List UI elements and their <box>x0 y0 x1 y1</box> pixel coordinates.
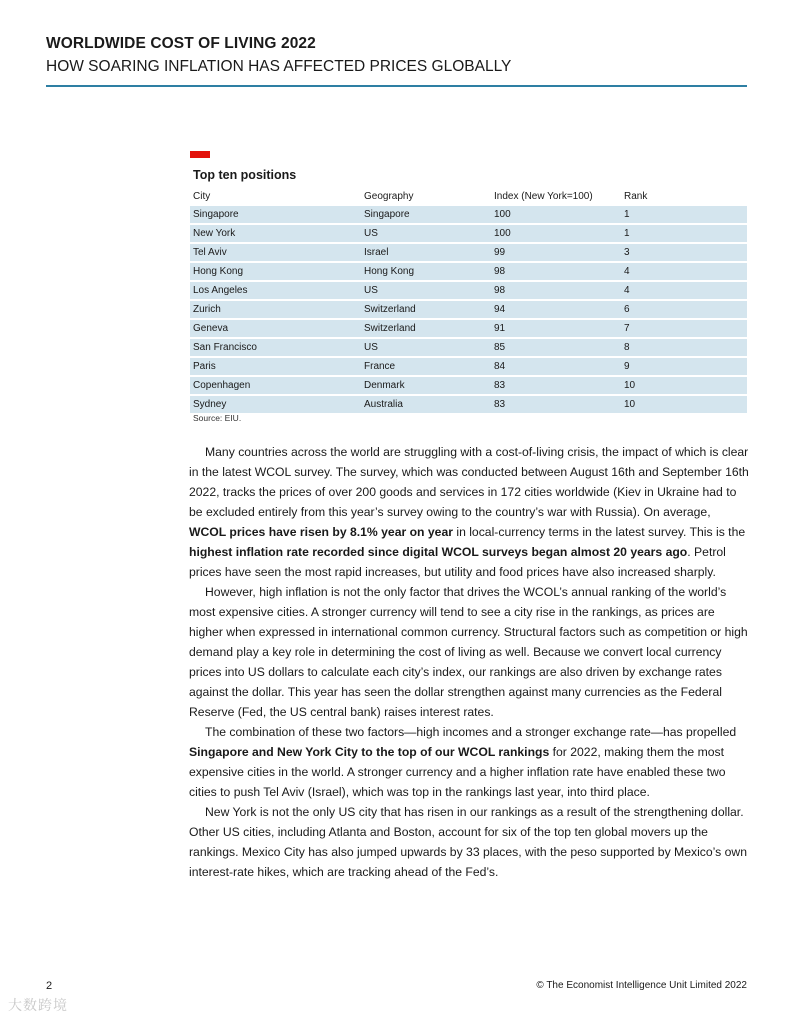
cell-rank: 3 <box>621 244 747 261</box>
table-row <box>190 339 747 356</box>
table-row <box>190 206 747 223</box>
report-subtitle: HOW SOARING INFLATION HAS AFFECTED PRICES GLOBALLY <box>46 58 512 75</box>
cell-index: 99 <box>491 244 621 261</box>
paragraph-2: However, high inflation is not the only factor that drives the WCOL’s annual ranking of the world’s most expensive cities. A stronger currency will tend to see a city rise in the rankings, as prices are higher when expressed in international common currency. Structural factors such as competition or high demand play a key role in determining the cost of living as well. Because we convert local currency prices into US dollars to calculate each city’s index, our rankings are also driven by exchange rates against the dollar. This year has seen the dollar strengthen against many currencies as the Federal Reserve (Fed, the US central bank) raises interest rates. <box>189 585 748 719</box>
table-row <box>190 301 747 318</box>
cell-index: 85 <box>491 339 621 356</box>
column-header-index: Index (New York=100) <box>494 190 593 202</box>
cell-index: 91 <box>491 320 621 337</box>
cell-city: New York <box>190 225 361 242</box>
header-divider <box>46 85 747 87</box>
top-ten-table <box>190 186 747 415</box>
cell-rank: 1 <box>621 225 747 242</box>
cell-geography: Switzerland <box>361 320 491 337</box>
table-header-row <box>190 188 747 204</box>
paragraph-1 <box>189 442 749 582</box>
cell-index: 84 <box>491 358 621 375</box>
cell-city: Paris <box>190 358 361 375</box>
cell-geography: Denmark <box>361 377 491 394</box>
cell-geography: Australia <box>361 396 491 413</box>
cell-index: 98 <box>491 282 621 299</box>
cell-geography: US <box>361 225 491 242</box>
report-title: WORLDWIDE COST OF LIVING 2022 <box>46 35 316 52</box>
paragraph-3 <box>189 722 749 802</box>
page-number: 2 <box>46 980 53 992</box>
cell-geography: Israel <box>361 244 491 261</box>
cell-geography: US <box>361 339 491 356</box>
paragraph-1-text-a: Many countries across the world are struggling with a cost-of-living crisis, the impact of which is clear in the latest WCOL survey. The survey, which was conducted between August 16th and September 16th 2022, tracks the prices of over 200 goods and services in 172 cities worldwide (Kiev in Ukraine had to be excluded entirely from this year’s survey owing to the country’s war with Russia). On average, <box>189 445 749 519</box>
red-accent-marker <box>190 151 210 158</box>
cell-rank: 8 <box>621 339 747 356</box>
column-header-geography: Geography <box>364 190 414 202</box>
table-source-note: Source: EIU. <box>193 413 242 423</box>
cell-rank: 9 <box>621 358 747 375</box>
table-row <box>190 244 747 261</box>
article-body <box>189 442 749 882</box>
cell-city: Geneva <box>190 320 361 337</box>
copyright-notice: © The Economist Intelligence Unit Limited 2022 <box>536 980 747 991</box>
table-row <box>190 282 747 299</box>
cell-index: 94 <box>491 301 621 318</box>
paragraph-1-bold-b: highest inflation rate recorded since digital WCOL surveys began almost 20 years ago <box>189 545 688 559</box>
cell-index: 83 <box>491 396 621 413</box>
column-header-rank: Rank <box>624 190 648 202</box>
cell-city: Tel Aviv <box>190 244 361 261</box>
cell-city: Zurich <box>190 301 361 318</box>
cell-geography: Switzerland <box>361 301 491 318</box>
cell-geography: Hong Kong <box>361 263 491 280</box>
cell-rank: 10 <box>621 377 747 394</box>
cell-geography: Singapore <box>361 206 491 223</box>
watermark: 大数跨境 <box>8 997 68 1013</box>
paragraph-3-text-b: for 2022, making them the most expensive cities in the world. A stronger currency and a higher inflation rate have enabled these two cities to push Tel Aviv (Israel), which was top in the rankings last year, into third place. <box>189 745 726 799</box>
cell-rank: 6 <box>621 301 747 318</box>
cell-index: 98 <box>491 263 621 280</box>
cell-city: Los Angeles <box>190 282 361 299</box>
table-row <box>190 358 747 375</box>
cell-geography: US <box>361 282 491 299</box>
cell-index: 83 <box>491 377 621 394</box>
page-header <box>46 34 747 77</box>
table-row <box>190 320 747 337</box>
paragraph-1-text-b: in local-currency terms in the latest survey. This is the <box>452 525 746 539</box>
cell-city: Hong Kong <box>190 263 361 280</box>
cell-rank: 10 <box>621 396 747 413</box>
paragraph-3-bold: Singapore and New York City to the top of our WCOL rankings <box>189 745 550 759</box>
table-row <box>190 396 747 413</box>
cell-rank: 1 <box>621 206 747 223</box>
cell-index: 100 <box>491 206 621 223</box>
cell-city: San Francisco <box>190 339 361 356</box>
table-row <box>190 225 747 242</box>
paragraph-1-bold-a: WCOL prices have risen by 8.1% year on year <box>189 525 453 539</box>
cell-city: Sydney <box>190 396 361 413</box>
cell-city: Singapore <box>190 206 361 223</box>
table-row <box>190 263 747 280</box>
column-header-city: City <box>193 190 211 202</box>
cell-rank: 7 <box>621 320 747 337</box>
paragraph-4: New York is not the only US city that has risen in our rankings as a result of the strengthening dollar. Other US cities, including Atlanta and Boston, account for six of the top ten global movers up the rankings. Mexico City has also jumped upwards by 33 places, with the peso supported by Mexico’s own interest-rate hikes, which are tracking ahead of the Fed’s. <box>189 805 747 879</box>
paragraph-1-text-c: . Petrol prices have seen the most rapid increases, but utility and food prices have also increased sharply. <box>189 545 726 579</box>
cell-rank: 4 <box>621 282 747 299</box>
cell-geography: France <box>361 358 491 375</box>
paragraph-3-text-a: The combination of these two factors—high incomes and a stronger exchange rate—has propelled <box>205 725 737 739</box>
cell-index: 100 <box>491 225 621 242</box>
cell-rank: 4 <box>621 263 747 280</box>
table-row <box>190 377 747 394</box>
table-title: Top ten positions <box>193 168 297 182</box>
cell-city: Copenhagen <box>190 377 361 394</box>
